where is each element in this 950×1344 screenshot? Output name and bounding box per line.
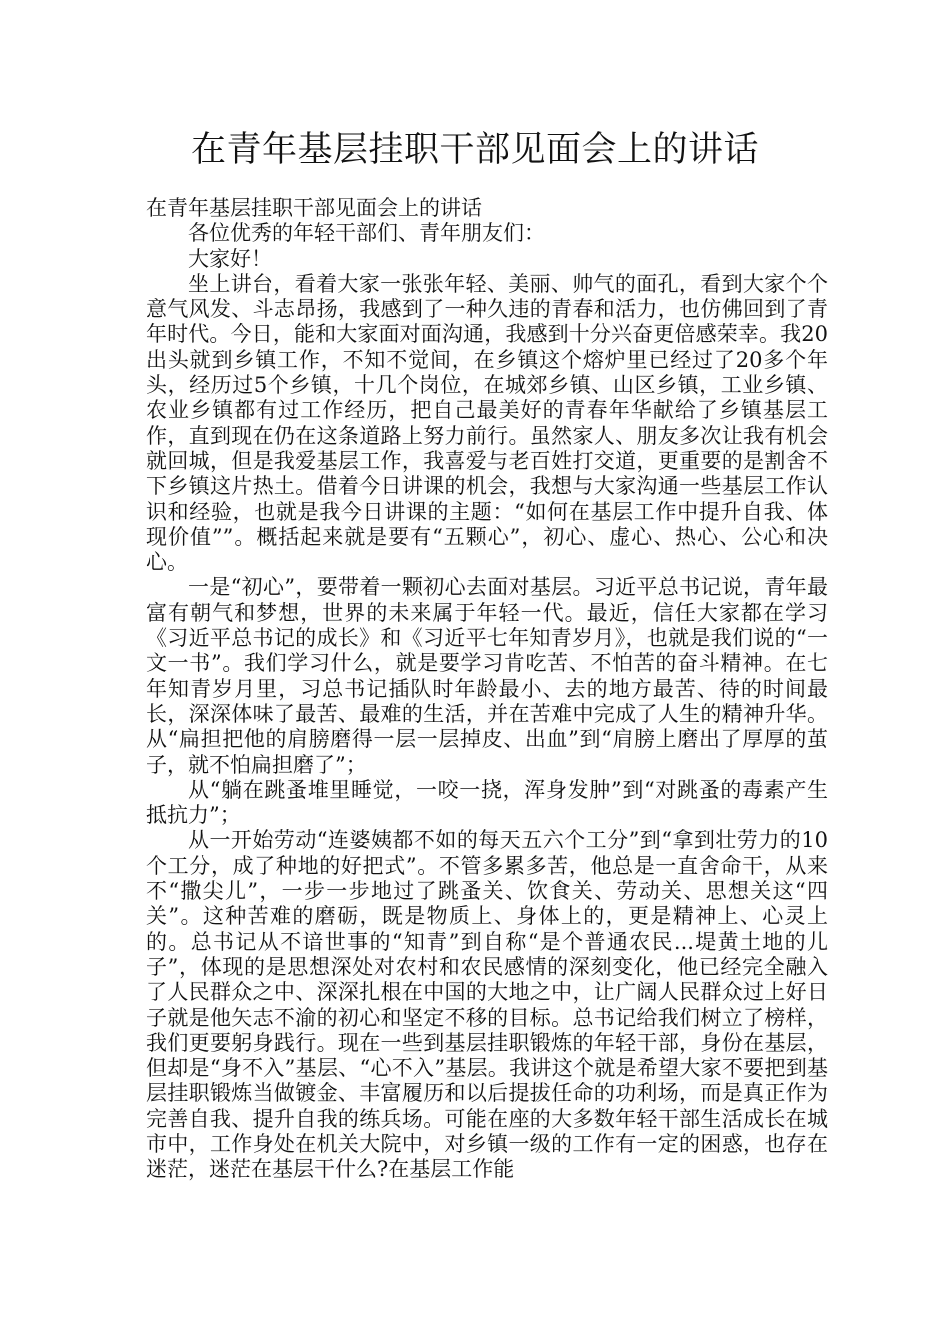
document-title: 在青年基层挂职干部见面会上的讲话 xyxy=(190,130,759,170)
document-body xyxy=(146,196,828,1183)
paragraph-first-heart: 一是“初心”，要带着一颗初心去面对基层。习近平总书记说，青年最富有朝气和梦想，世界的未来属于年轻一代。最近，信任大家都在学习《习近平总书记的成长》和《习近平七年知青岁月》，也就是我们说的“一文一书”。我们学习什么，就是要学习肯吃苦、不怕苦的奋斗精神。在七年知青岁月里，习总书记插队时年龄最小、去的地方最苦、待的时间最长，深深体味了最苦、最难的生活，并在苦难中完成了人生的精神升华。从“扁担把他的肩膀磨得一层一层掉皮、出血”到“肩膀上磨出了厚厚的茧子，就不怕扁担磨了”； xyxy=(146,575,828,777)
salutation: 各位优秀的年轻干部们、青年朋友们： xyxy=(188,221,545,246)
paragraph-intro: 坐上讲台，看着大家一张张年轻、美丽、帅气的面孔，看到大家个个意气风发、斗志昂扬，我感到了一种久违的青春和活力，也仿佛回到了青年时代。今日，能和大家面对面沟通，我感到十分兴奋更倍感荣幸。我20出头就到乡镇工作，不知不觉间，在乡镇这个熔炉里已经过了20多个年头，经历过5个乡镇，十几个岗位，在城郊乡镇、山区乡镇，工业乡镇、农业乡镇都有过工作经历，把自己最美好的青春年华献给了乡镇基层工作，直到现在仍在这条道路上努力前行。虽然家人、朋友多次让我有机会就回城，但是我爱基层工作，我喜爱与老百姓打交道，更重要的是割舍不下乡镇这片热土。借着今日讲课的机会，我想与大家沟通一些基层工作认识和经验，也就是我今日讲课的主题：“如何在基层工作中提升自我、体现价值””。概括起来就是要有“五颗心”，初心、虚心、热心、公心和决心。 xyxy=(146,271,828,575)
paragraph-labor: 从一开始劳动“连婆姨都不如的每天五六个工分”到“拿到壮劳力的10个工分，成了种地的好把式”。不管多累多苦，他总是一直舍命干，从来不“撒尖儿”，一步一步地过了跳蚤关、饮食关、劳动关、思想关这“四关”。这种苦难的磨砺，既是物质上、身体上的，更是精神上、心灵上的。总书记从不谙世事的“知青”到自称“是个普通农民...堤黄土地的儿子”，体现的是思想深处对农村和农民感情的深刻变化，他已经完全融入了人民群众之中、深深扎根在中国的大地之中，让广阔人民群众过上好日子就是他矢志不渝的初心和坚定不移的目标。总书记给我们树立了榜样，我们更要躬身践行。现在一些到基层挂职锻炼的年轻干部，身份在基层，但却是“身不入”基层、“心不入”基层。我讲这个就是希望大家不要把到基层挂职锻炼当做镀金、丰富履历和以后提拔任命的功利场，而是真正作为完善自我、提升自我的练兵场。可能在座的大多数年轻干部生活成长在城市中，工作身处在机关大院中，对乡镇一级的工作有一定的困惑，也存在迷茫，迷茫在基层干什么?在基层工作能 xyxy=(146,828,828,1182)
greeting: 大家好！ xyxy=(188,246,272,271)
paragraph-flea: 从“躺在跳蚤堆里睡觉，一咬一挠，浑身发肿”到“对跳蚤的毒素产生抵抗力”； xyxy=(146,777,828,828)
document-subtitle: 在青年基层挂职干部见面会上的讲话 xyxy=(146,196,482,220)
